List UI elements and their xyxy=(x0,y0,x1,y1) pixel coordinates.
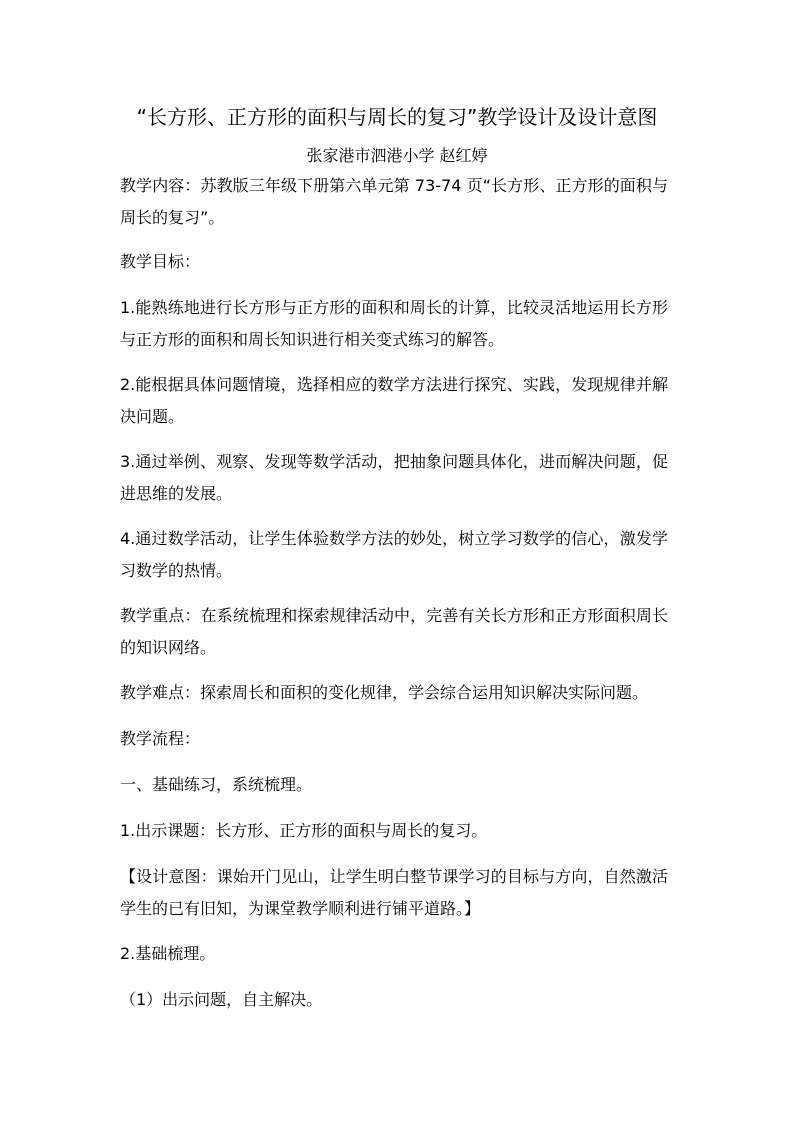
paragraph-objective-1: 1.能熟练地进行长方形与正方形的面积和周长的计算，比较灵活地运用长方形与正方形的面积和周长知识进行相关变式练习的解答。 xyxy=(120,298,668,349)
paragraph-step-1: 1.出示课题：长方形、正方形的面积与周长的复习。 xyxy=(120,821,488,840)
paragraph-step-2: 2.基础梳理。 xyxy=(120,944,216,963)
paragraph-difficulties: 教学难点：探索周长和面积的变化规律，学会综合运用知识解决实际问题。 xyxy=(120,683,649,702)
paragraph-objectives-heading: 教学目标： xyxy=(120,252,201,271)
paragraph-design-intent: 【设计意图：课始开门见山，让学生明白整节课学习的目标与方向，自然激活学生的已有旧知，为课堂教学顺利进行铺平道路。】 xyxy=(120,867,668,918)
paragraph-teaching-content: 教学内容：苏教版三年级下册第六单元第 73-74 页“长方形、正方形的面积与周长的复习”。 xyxy=(120,176,668,227)
document-title: “长方形、正方形的面积与周长的复习”教学设计及设计意图 xyxy=(136,105,658,129)
paragraph-objective-3: 3.通过举例、观察、发现等数学活动，把抽象问题具体化，进而解决问题，促进思维的发展。 xyxy=(120,452,668,503)
paragraph-key-points: 教学重点：在系统梳理和探索规律活动中，完善有关长方形和正方形面积周长的知识网络。 xyxy=(120,606,668,657)
paragraph-objective-4: 4.通过数学活动，让学生体验数学方法的妙处，树立学习数学的信心，激发学习数学的热情。 xyxy=(120,529,668,580)
paragraph-process-heading: 教学流程： xyxy=(120,729,201,748)
paragraph-substep-1: （1）出示问题，自主解决。 xyxy=(120,990,323,1009)
paragraph-objective-2: 2.能根据具体问题情境，选择相应的数学方法进行探究、实践，发现规律并解决问题。 xyxy=(120,375,668,426)
document-author: 张家港市泗港小学 赵红婷 xyxy=(306,146,488,165)
paragraph-section-1: 一、基础练习，系统梳理。 xyxy=(120,775,313,794)
